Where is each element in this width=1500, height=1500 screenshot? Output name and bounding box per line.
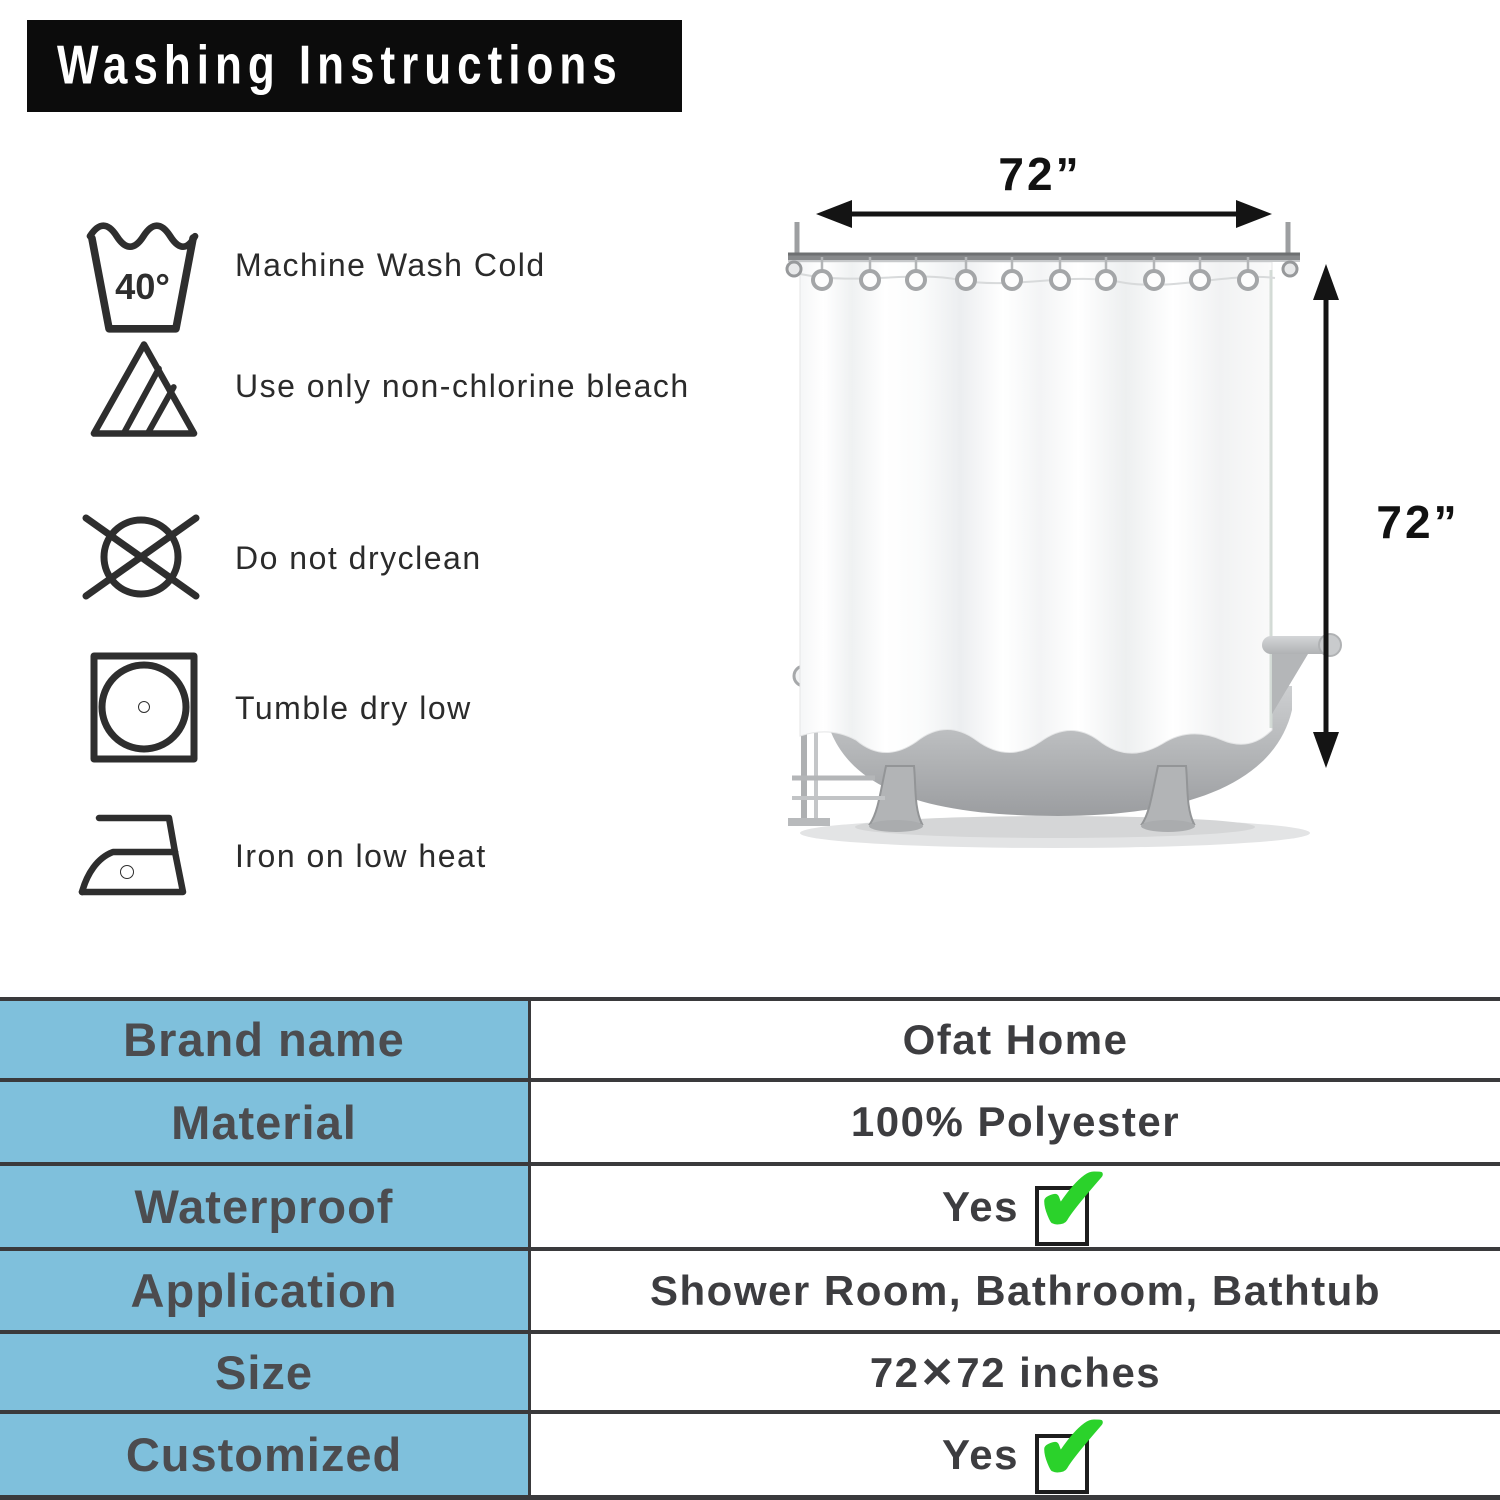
care-label-machine-wash: Machine Wash Cold — [235, 247, 546, 283]
care-label-bleach: Use only non-chlorine bleach — [235, 368, 690, 404]
tub-rim-spout — [1262, 634, 1341, 714]
brand-name-value: Ofat Home — [902, 1015, 1129, 1063]
size-label: Size — [0, 1334, 531, 1410]
table-row-waterproof — [0, 1148, 1500, 1251]
do-not-dryclean-icon — [78, 506, 204, 608]
care-label-iron: Iron on low heat — [235, 838, 487, 874]
width-arrow — [816, 200, 1272, 228]
customized-yes-text: Yes — [942, 1430, 1019, 1478]
customized-checkbox — [1034, 1396, 1114, 1499]
wash-temperature-text: 40° — [115, 266, 170, 308]
banner-title: Washing Instructions — [57, 34, 623, 96]
care-label-tumble-dry: Tumble dry low — [235, 690, 472, 726]
green-checkmark-icon: ✔ — [1034, 1148, 1114, 1251]
customized-label: Customized — [0, 1414, 531, 1495]
tumble-dry-low-icon — [88, 650, 200, 765]
table-row-material — [0, 1082, 1500, 1166]
table-row-brand — [0, 1001, 1500, 1082]
table-row-customized — [0, 1396, 1500, 1499]
waterproof-label: Waterproof — [0, 1166, 531, 1247]
application-value: Shower Room, Bathroom, Bathtub — [650, 1266, 1381, 1314]
material-value: 100% Polyester — [850, 1098, 1181, 1145]
care-label-dryclean: Do not dryclean — [235, 540, 482, 576]
product-spec-table — [0, 997, 1500, 1500]
width-dimension-label: 72” — [998, 148, 1082, 200]
table-row-size — [0, 1334, 1500, 1414]
shower-curtain — [800, 262, 1272, 753]
height-dimension-label: 72” — [1376, 496, 1460, 548]
brand-name-label: Brand name — [0, 1001, 531, 1078]
green-checkmark-icon: ✔ — [1034, 1396, 1114, 1499]
waterproof-yes-text: Yes — [942, 1182, 1019, 1230]
material-label: Material — [0, 1082, 531, 1162]
table-row-application — [0, 1251, 1500, 1334]
customized-value — [531, 1396, 1500, 1499]
waterproof-value — [531, 1148, 1500, 1251]
washing-instructions-banner — [27, 20, 682, 112]
non-chlorine-bleach-icon — [88, 338, 200, 440]
machine-wash-40-icon — [85, 198, 200, 346]
height-arrow — [1313, 264, 1339, 768]
application-label: Application — [0, 1251, 531, 1330]
iron-low-heat-icon — [75, 808, 205, 903]
waterproof-checkbox — [1034, 1148, 1114, 1251]
size-value: 72✕72 inches — [869, 1348, 1162, 1396]
shower-curtain-dimension-figure — [770, 130, 1470, 875]
